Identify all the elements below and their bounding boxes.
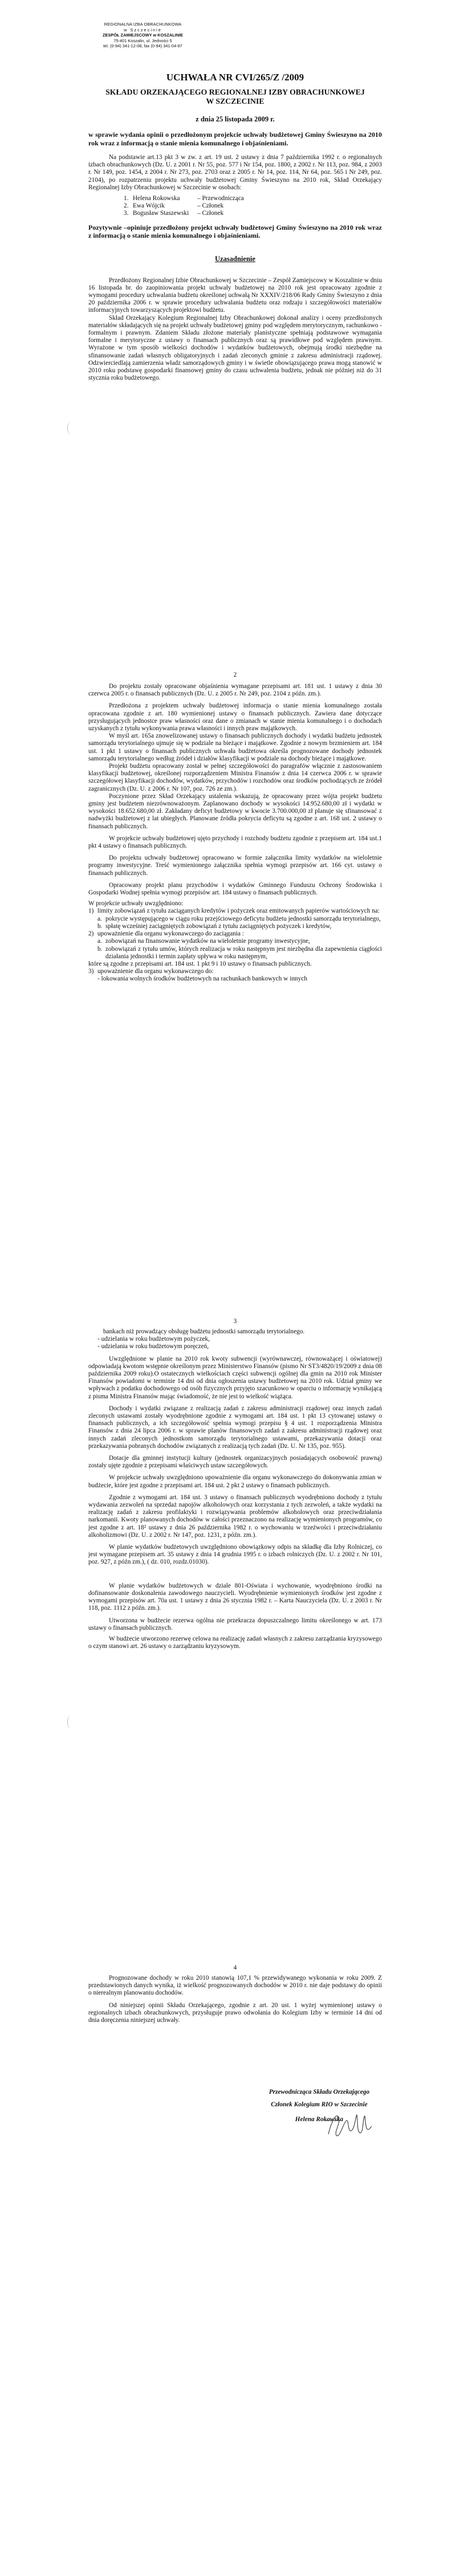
page-2 [88, 672, 382, 983]
dash-item-continuation: bankach niż prowadzący obsługę budżetu jednostki samorządu terytorialnego. [103, 1328, 305, 1335]
justification-paragraph: W budżecie utworzono rezerwę celowa na realizację zadań własnych z zakresu zarządzania kryzysowego o czym stanowi art. 26 ustawy o zarządzaniu kryzysowym. [88, 1635, 382, 1650]
member-row: 2. Ewa Wójcik – Członek [124, 202, 224, 210]
justification-paragraph: Projekt budżetu opracowany został w pełnej szczegółowości do paragrafów włącznie z zastosowaniem klasyfikacji budżetowej, określonej rozporządzeniem Ministra Finansów z dnia 14 czerwca 2006 r. w sprawie szczegółowej klasyfikacji dochodów, wydatków, przychodów i rozchodów oraz środków pochodzących ze źródeł zagranicznych (Dz. U. z 2006 r. Nr 107, poz. 726 ze zm.). [88, 763, 382, 792]
resolution-title: UCHWAŁA NR CVI/265/Z /2009 [166, 72, 304, 83]
member-name: Bogusław Staszewski [133, 210, 189, 217]
member-role: – Członek [197, 202, 224, 210]
justification-paragraph: Przedłożony Regionalnej Izbie Obrachunkowej w Szczecinie – Zespół Zamiejscowy w Koszalinie w dniu 16 listopada br. do zaopiniowania projekt uchwały budżetowej na 2010 rok jest opracowany zgodnie z wymogami procedury uchwalania budżetu określonej uchwałą Nr XXXIV/218/06 Rady Gminy Świeszyno z dnia 20 października 2006 r. w sprawie procedury uchwalania budżetu oraz rodzaju i szczegółowości materiałów informacyjnych towarzyszących projektowi budżetu. [88, 276, 382, 314]
stamp-address: 75-401 Koszalin, ul. Jedności 5 [113, 38, 172, 43]
appeal-notice: Od niniejszej opinii Składu Orzekającego, zgodnie z art. 20 ust. 1 wyżej wymienionej ustawy o regionalnych izbach obrachunkowych, przysługuje prawo odwołania do Kolegium Izby w terminie 14 dni od dnia doręczenia niniejszej uchwały. [88, 2001, 382, 2024]
dash-item: - lokowania wolnych środków budżetowych na rachunkach bankowych w innych [97, 975, 307, 983]
justification-paragraph: Utworzona w budżecie rezerwa ogólna nie przekracza dopuszczalnego limitu określonego w art. 173 ustawy o finansach publicznych. [88, 1617, 382, 1631]
member-row: 1. Helena Rokowska – Przewodnicząca [124, 195, 244, 202]
justification-paragraph: Prognozowane dochody w roku 2010 stanowią 107,1 % przewidywanego wykonania w roku 2009. Z przedstawionych danych wynika, iż wielkość prognozowanych dochodów w 2010 r. nie daje podstawy do opinii o nierealnym planowaniu dochodów. [88, 1975, 382, 1997]
justification-paragraph: W projekcie uchwały budżetowej ujęto przychody i rozchody budżetu zgodnie z przepisem art. 184 ust.1 pkt 4 ustawy o finansach publicznych. [88, 835, 382, 850]
justification-paragraph: Poczynione przez Skład Orzekający ustalenia wskazują, że opracowany przez wójta projekt budżetu gminy jest budżetem niezrównoważonym. Zaplanowano dochody w wysokości 14.952.680,00 zł i wydatki w wysokości 18.652.680,00 zł. Zakładany deficyt budżetowy w kwocie 3.700.000,00 zł planuje się sfinansować z nadwyżki budżetowej z lat ubiegłych. Planowane źródła pokrycia deficytu są zgodne z art. 168 ust. 2 ustawy o finansach publicznych. [88, 792, 382, 830]
list-subitem: b. zobowiązań z tytułu umów, których realizacja w roku następnym jest niezbędna dla zapewnienia ciągłości działania jednostki i termin zapłaty upływa w roku następnym, [97, 945, 382, 960]
dash-item: - udzielania w roku budżetowym pożyczek, [97, 1336, 210, 1343]
justification-paragraph: Przedłożona z projektem uchwały budżetowej informacja o stanie mienia komunalnego została opracowana zgodnie z art. 180 wymienionej ustawy o finansach publicznych. Zawiera dane dotyczące przysługujących jednostce praw własności oraz dane o zmianach w stanie mienia komunalnego i o dochodach uzyskanych z tytułu wykonywania prawa własności i innych praw majątkowych. [88, 702, 382, 732]
included-intro: W projekcie uchwały uwzględniono: [88, 900, 184, 907]
page-3 [88, 1318, 382, 1650]
list-subitem: a. pokrycie występującego w ciągu roku przejściowego deficytu budżetu jednostki samorządu terytorialnego, [97, 915, 381, 922]
justification-paragraph: Do projektu uchwały budżetowej opracowano w formie załącznika limity wydatków na wieloletnie programy inwestycyjne. Treść wymienionego załącznika spełnia wymogi przepisów art. 166 cyt. ustawy o finansach publicznych. [88, 854, 382, 877]
list-item: 2) upoważnienie dla organu wykonawczego do zaciągania : [88, 930, 245, 938]
justification-paragraph: W planie wydatków budżetowych w dziale 801-Oświata i wychowanie, wyodrębniono środki na dofinansowanie doskonalenia zawodowego nauczycieli. Wyodrębnienie wymienionych środków jest zgodne z wymogami przepisów art. 70a ust. 1 ustawy z dnia 26 stycznia 1982 r. – Karta Nauczyciela (Dz. U. z 2003 r. Nr 118, poz. 1112 z późn. zm.). [88, 1582, 382, 1612]
resolution-issuer: SKŁADU ORZEKAJĄCEGO REGIONALNEJ IZBY OBRACHUNKOWEJ [105, 88, 365, 96]
justification-paragraph: Skład Orzekający Kolegium Regionalnej Izby Obrachunkowej dokonał analizy i oceny przedłożonych materiałów składających się na projekt uchwały budżetowej gminy pod względem merytorycznym, rachunkowo - formalnym i prawnym. Zdaniem Składu złożone materiały planistyczne spełniają podstawowe wymagania formalne i merytoryczne z ustawy o finansach publicznych oraz są prawidłowe pod względem prawnym. Wyrażone w tym sposób wielkości dochodów i wydatków budżetowych, obejmują środki niezbędne na sfinansowanie zadań własnych obligatoryjnych i zadań zleconych gminie z zakresu administracji rządowej. Odzwierciedlają zamierzenia władz samorządowych gminy i w świetle obowiązującego prawa mogą stanowić w 2010 roku podstawę gospodarki finansowej gminy do czasu uchwalenia budżetu, jednak nie później niż do 31 stycznia roku budżetowego. [88, 314, 382, 382]
justification-paragraph: W projekcie uchwały uwzględniono upoważnienie dla organu wykonawczego do dokonywania zmian w budżecie, które jest zgodne z przepisami art. 184 ust. 2 pkt 2 ustawy o finansach publicznych. [88, 1474, 382, 1489]
justification-paragraph: Uwzględnione w planie na 2010 rok kwoty subwencji (wyrównawczej, równoważącej i oświatowej) odpowiadają kwotom wstępnie określonym przez Ministerstwo Finansów (pismo Nr ST3/4820/19/2009 z dnia 08 października 2009 roku).O ostatecznych wielkościach części subwencji ogólnej dla gmin na 2010 rok Minister Finansów powiadomi w terminie 14 dni od dnia ogłoszenia ustawy budżetowej na 2010 rok. Udział gminy we wpływach z podatku dochodowego od osób fizycznych przyjęto szacunkowo w oparciu o informację wynikającą z pisma Ministra Finansów mając świadomość, że nie jest to wielkość wiążąca. [88, 1355, 382, 1400]
resolution-subject: w sprawie wydania opinii o przedłożonym projekcie uchwały budżetowej Gminy Świeszyno na 2010 rok wraz z informacją o stanie mienia komunalnego i objaśnieniami. [88, 131, 382, 147]
justification-paragraph: Dochody i wydatki związane z realizacją zadań z zakresu administracji rządowej oraz innych zadań zleconych ustawami zostały wyodrębnione zgodnie z wymogami art. 184 ust. 1 pkt 13 cytowanej ustawy o finansach publicznych, a ich szczegółowość spełnia wymogi przepisu § 4 ust. 1 rozporządzenia Ministra Finansów z dnia 24 lipca 2006 r. w sprawie planów finansowych zadań z zakresu administracji rządowej oraz innych zadań zleconych jednostkom samorządu terytorialnego ustawami, przekazywania dotacji oraz przekazywania pobranych dochodów związanych z realizacją tych zadań (Dz. U. Nr 135, poz. 955). [88, 1405, 382, 1450]
stamp-line-2: w Szczecinie [124, 27, 162, 32]
member-row: 3. Bogusław Staszewski – Członek [124, 210, 224, 217]
signatory-position: Członek Kolegium RIO w Szczecinie [271, 2101, 368, 2108]
opinion-decision: Pozytywnie –opiniuje przedłożony projekt uchwały budżetowej Gminy Świeszyno na 2010 rok wraz z informacją o stanie mienia komunalnego i objaśnieniami. [88, 223, 382, 240]
list-item: 1) limity zobowiązań z tytułu zaciąganych kredytów i pożyczek oraz emitowanych papierów wartościowych na: [88, 907, 380, 915]
list-subitem: a. zobowiązań na finansowanie wydatków na wieloletnie programy inwestycyjne, [97, 938, 310, 945]
legal-basis-paragraph: Na podstawie art.13 pkt 3 w zw. z art. 19 ust. 2 ustawy z dnia 7 października 1992 r. o regionalnych izbach obrachunkowych (Dz. U. z 2001 r. Nr 55, poz. 577 i Nr 154, poz. 1800, z 2002 r. Nr 113, poz. 984, z 2003 r. Nr 149, poz. 1454, z 2004 r. Nr 273, poz. 2703 oraz z 2005 r. Nr 14, poz. 114, Nr 64, poz. 565 i Nr 249, poz. 2104), po rozpatrzeniu projektu uchwały budżetowej Gminy Świeszyno na 2010 rok, Skład Orzekający Regionalnej Izby Obrachunkowej w Szczecinie w osobach: [88, 154, 382, 191]
page-number: 4 [233, 1964, 237, 1971]
dash-item: - udzielania w roku budżetowym poręczeń, [97, 1343, 209, 1350]
justification-paragraph: W myśl art. 165a znowelizowanej ustawy o finansach publicznych dochody i wydatki budżetu jednostek samorządu terytorialnego ujmuje się w podziale na bieżące i majątkowe. Zgodnie z nowym brzmieniem art. 184 ust. 1 pkt 1 ustawy o finansach publicznych uchwała budżetowa określa prognozowane dochody jednostek samorządu terytorialnego według źródeł i działów klasyfikacji w podziale na dochody bieżące i majątkowe. [88, 732, 382, 762]
punch-hole-mark [67, 1716, 74, 1728]
signatory-name: Helena Rokowska [295, 2116, 344, 2123]
institution-stamp [84, 22, 201, 49]
justification-paragraph: Do projektu zostały opracowane objaśnienia wymagane przepisami art. 181 ust. 1 ustawy z dnia 30 czerwca 2005 r. o finansach publicznych (Dz. U. z 2005 r. Nr 249, poz. 2104 z późn. zm.). [88, 683, 382, 698]
stamp-line-3: ZESPÓŁ ZAMIEJSCOWY w KOSZALINIE [102, 32, 184, 38]
page-number: 2 [233, 672, 237, 678]
member-name: Helena Rokowska [133, 195, 180, 202]
page-1 [88, 72, 382, 382]
conformity-statement: które są zgodne z przepisami art. 184 ust. 1 pkt 9 i 10 ustawy o finansach publicznych. [88, 960, 312, 967]
handwritten-signature-icon [324, 2109, 375, 2140]
member-name: Ewa Wójcik [133, 202, 165, 210]
stamp-phone-fax: tel. (0-94) 341-12-08, fax (0-94) 341-04-87 [103, 43, 182, 49]
resolution-issuer-city: W SZCZECINIE [206, 97, 264, 105]
punch-hole-mark [67, 422, 74, 434]
included-items-list [88, 907, 382, 983]
justification-paragraph: Dotacje dla gminnej instytucji kultury (jednostek organizacyjnych posiadających osobowość prawną) zostały ujęte zgodnie z przepisami właściwych ustaw szczegółowych. [88, 1455, 382, 1470]
page-4 [88, 1964, 382, 2024]
resolution-date: z dnia 25 listopada 2009 r. [196, 115, 275, 123]
member-role: – Przewodnicząca [197, 195, 244, 202]
page-number: 3 [233, 1318, 237, 1325]
panel-members-list [124, 195, 382, 218]
stamp-line-1: REGIONALNA IZBA OBRACHUNKOWA [104, 22, 182, 27]
list-subitem: b. spłatę wcześniej zaciągniętych zobowiązań z tytułu zaciągniętych pożyczek i kredytów, [97, 922, 332, 930]
member-role: – Członek [197, 210, 224, 217]
list-item: 3) upoważnienie dla organu wykonawczego do: [88, 968, 214, 975]
justification-paragraph: Opracowany projekt planu przychodów i wydatków Gminnego Funduszu Ochrony Środowiska i Gospodarki Wodnej spełnia wymogi przepisów art. 184 ustawy o finansach publicznych. [88, 881, 382, 897]
justification-heading: Uzasadnienie [215, 254, 255, 263]
justification-paragraph: W planie wydatków budżetowych uwzględniono obowiązkowy odpis na składkę dla Izby Rolniczej, co jest wymagane przepisem art. 35 ustawy z dnia 14 grudnia 1995 r. o izbach rolniczych (Dz. U. z 2002 r. Nr 101, poz. 927, z późn zm.), ( dz. 010, rozdz.01030). [88, 1544, 382, 1566]
signatory-title: Przewodnicząca Składu Orzekającego [268, 2089, 370, 2095]
justification-paragraph: Zgodnie z wymogami art. 184 ust. 3 ustawy o finansach publicznych wyodrębniono dochody z tytułu wydawania zezwoleń na sprzedaż napojów alkoholowych oraz korzystania z tych zezwoleń, a także wydatki na realizację zadań z zakresu profilaktyki i rozwiązywania problemów alkoholowych oraz przeciwdziałania narkomanii. Kwoty planowanych dochodów w całości przeznaczono na realizację wymienionych programów, co jest zgodne z art. 18² ustawy z dnia 26 października 1982 r. o wychowaniu w trzeźwości i przeciwdziałaniu alkoholizmowi (Dz. U. z 2002 r. Nr 147, poz. 1231, z późn. zm.). [88, 1493, 382, 1539]
